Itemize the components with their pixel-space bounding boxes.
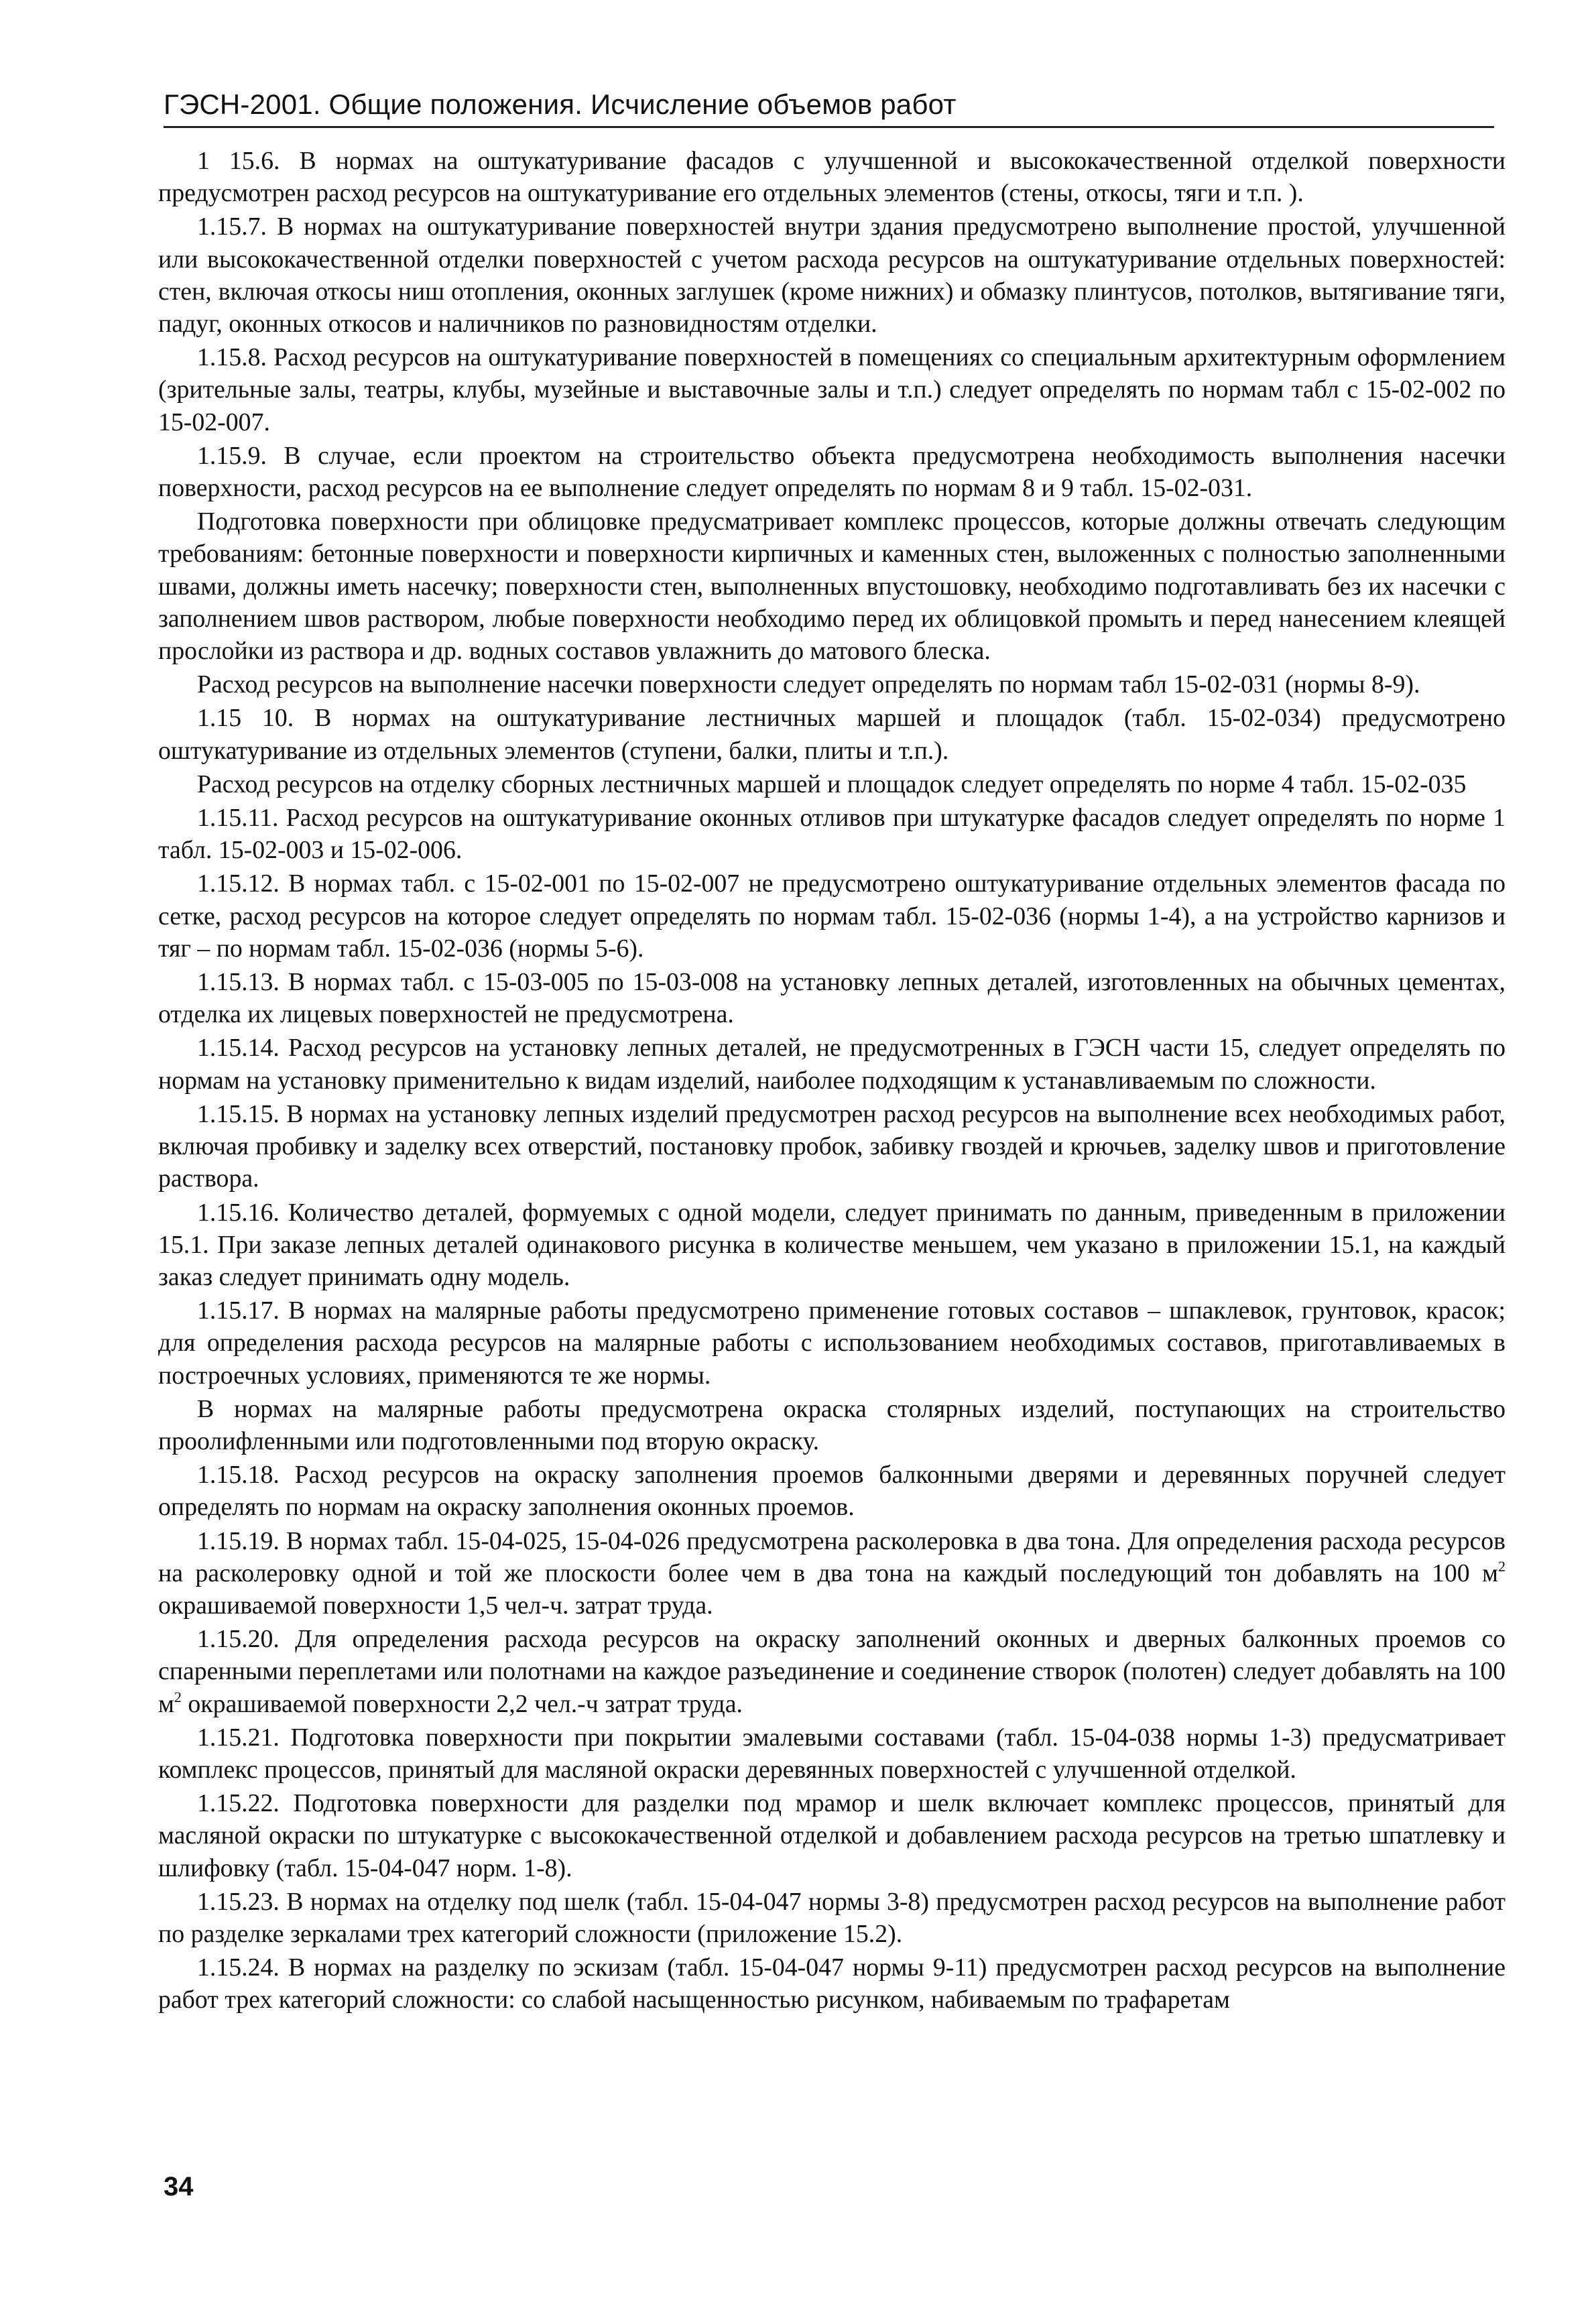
paragraph-stair-finishing: Расход ресурсов на отделку сборных лестничных маршей и площадок следует определять по норме 4 табл. 15-02-035 [197,770,1467,798]
paragraph-1-15-10: 1.15 10. В нормах на оштукатуривание лестничных маршей и площадок (табл. 15-02-034) предусмотрено оштукатуривание из отдельных элементов (ступени, балки, плиты и т.п.). [158,704,1506,765]
paragraph-1-15-16: 1.15.16. Количество деталей, формуемых с одной модели, следует принимать по данным, приведенным в приложении 15.1. При заказе лепных деталей одинакового рисунка в количестве меньшем, чем указано в приложении 15.1, на каждый заказ следует принимать одну модель. [158,1198,1506,1291]
running-title: ГЭСН-2001. Общие положения. Исчисление объемов работ [164,88,957,120]
paragraph-surface-preparation: Подготовка поверхности при облицовке предусматривает комплекс процессов, которые должны отвечать следующим требованиям: бетонные поверхности и поверхности кирпичных и каменных стен, выложенных с полностью заполненными швами, должны иметь насечку; поверхности стен, выполненных впустошовку, необходимо подготавливать без их насечки с заполнением швов раствором, любые поверхности необходимо перед их облицовкой промыть и перед нанесением клеящей прослойки из раствора и др. водных составов увлажнить до матового блеска. [158,507,1506,666]
paragraph-1-15-18: 1.15.18. Расход ресурсов на окраску заполнения проемов балконными дверями и деревянных поручней следует определять по нормам на окраску заполнения оконных проемов. [158,1461,1506,1522]
square-meter-superscript: 2 [1498,1557,1506,1575]
paragraph-joinery-painting: В нормах на малярные работы предусмотрена окраска столярных изделий, поступающих на строительство проолифленными или подготовленными под вторую окраску. [158,1394,1506,1455]
paragraph-1-15-23: 1.15.23. В нормах на отделку под шелк (табл. 15-04-047 нормы 3-8) предусмотрен расход ресурсов на выполнение работ по разделке зеркалами трех категорий сложности (приложение 15.2). [158,1887,1506,1948]
paragraph-1-15-15: 1.15.15. В нормах на установку лепных изделий предусмотрен расход ресурсов на выполнение всех необходимых работ, включая пробивку и заделку всех отверстий, постановку пробок, забивку гвоздей и крючьев, заделку швов и приготовление раствора. [158,1099,1506,1193]
paragraph-1-15-24: 1.15.24. В нормах на разделку по эскизам (табл. 15-04-047 нормы 9-11) предусмотрен расход ресурсов на выполнение работ трех категорий сложности: со слабой насыщенностью рисунком, набиваемым по трафаретам [158,1953,1506,2014]
page-number: 34 [164,2172,194,2201]
paragraph-1-15-20-tail: окрашиваемой поверхности 2,2 чел.-ч затрат труда. [181,1689,743,1718]
paragraph-1-15-19-text: 1.15.19. В нормах табл. 15-04-025, 15-04-026 предусмотрена расколеровка в два тона. Для определения расхода ресурсов на расколеровку одной и той же плоскости более чем в два тона на каждый последующий тон добавлять на 100 м [158,1526,1506,1587]
paragraph-1-15-7: 1.15.7. В нормах на оштукатуривание поверхностей внутри здания предусмотрено выполнение простой, улучшенной или высококачественной отделки поверхностей с учетом расхода ресурсов на оштукатуривание отдельных поверхностей: стен, включая откосы ниш отопления, оконных заглушек (кроме нижних) и обмазку плинтусов, потолков, вытягивание тяги, падуг, оконных откосов и наличников по разновидностям отделки. [158,213,1506,339]
paragraph-1-15-20-text: 1.15.20. Для определения расхода ресурсов на окраску заполнений оконных и дверных балконных проемов со спаренными переплетами или полотнами на каждое разъединение и соединение створок (полотен) следует добавлять на 100 м [158,1625,1506,1718]
paragraph-1-15-11: 1.15.11. Расход ресурсов на оштукатуривание оконных отливов при штукатурке фасадов следует определять по норме 1 табл. 15-02-003 и 15-02-006. [158,804,1506,865]
square-meter-superscript: 2 [174,1688,182,1705]
paragraph-1-15-12: 1.15.12. В нормах табл. с 15-02-001 по 15-02-007 не предусмотрено оштукатуривание отдельных элементов фасада по сетке, расход ресурсов на которое следует определять по нормам табл. 15-02-036 (нормы 1-4), а на устройство карнизов и тяг – по нормам табл. 15-02-036 (нормы 5-6). [158,869,1506,963]
paragraph-notching-resources: Расход ресурсов на выполнение насечки поверхности следует определять по нормам табл 15-02-031 (нормы 8-9). [197,670,1420,699]
page-header [164,86,1494,128]
paragraph-1-15-19-tail: окрашиваемой поверхности 1,5 чел-ч. затрат труда. [158,1591,713,1620]
paragraph-1-15-13: 1.15.13. В нормах табл. с 15-03-005 по 15-03-008 на установку лепных деталей, изготовленных на обычных цементах, отделка их лицевых поверхностей не предусмотрена. [158,968,1506,1029]
paragraph-1-15-8: 1.15.8. Расход ресурсов на оштукатуривание поверхностей в помещениях со специальным архитектурным оформлением (зрительные залы, театры, клубы, музейные и выставочные залы и т.п.) следует определять по нормам табл с 15-02-002 по 15-02-007. [158,343,1506,436]
paragraph-1-15-22: 1.15.22. Подготовка поверхности для разделки под мрамор и шелк включает комплекс процессов, принятый для масляной окраски по штукатурке с высококачественной отделкой и добавлением расхода ресурсов на третью шпатлевку и шлифовку (табл. 15-04-047 норм. 1-8). [158,1789,1506,1882]
paragraph-1-15-9: 1.15.9. В случае, если проектом на строительство объекта предусмотрена необходимость выполнения насечки поверхности, расход ресурсов на ее выполнение следует определять по нормам 8 и 9 табл. 15-02-031. [158,441,1506,503]
paragraph-1-15-6: 1 15.6. В нормах на оштукатуривание фасадов с улучшенной и высококачественной отделкой поверхности предусмотрен расход ресурсов на оштукатуривание его отдельных элементов (стены, откосы, тяги и т.п. ). [158,147,1506,208]
paragraph-1-15-20 [158,1623,1506,1720]
document-body [158,145,1506,2018]
paragraph-1-15-21: 1.15.21. Подготовка поверхности при покрытии эмалевыми составами (табл. 15-04-038 нормы 1-3) предусматривает комплекс процессов, принятый для масляной окраски деревянных поверхностей с улучшенной отделкой. [158,1723,1506,1784]
paragraph-1-15-19 [158,1525,1506,1622]
paragraph-1-15-14: 1.15.14. Расход ресурсов на установку лепных деталей, не предусмотренных в ГЭСН части 15, следует определять по нормам на установку применительно к видам изделий, наиболее подходящим к устанавливаемым по сложности. [158,1034,1506,1095]
paragraph-1-15-17: 1.15.17. В нормах на малярные работы предусмотрено применение готовых составов – шпаклевок, грунтовок, красок; для определения расхода ресурсов на малярные работы с использованием необходимых составов, приготавливаемых в построечных условиях, применяются те же нормы. [158,1296,1506,1390]
